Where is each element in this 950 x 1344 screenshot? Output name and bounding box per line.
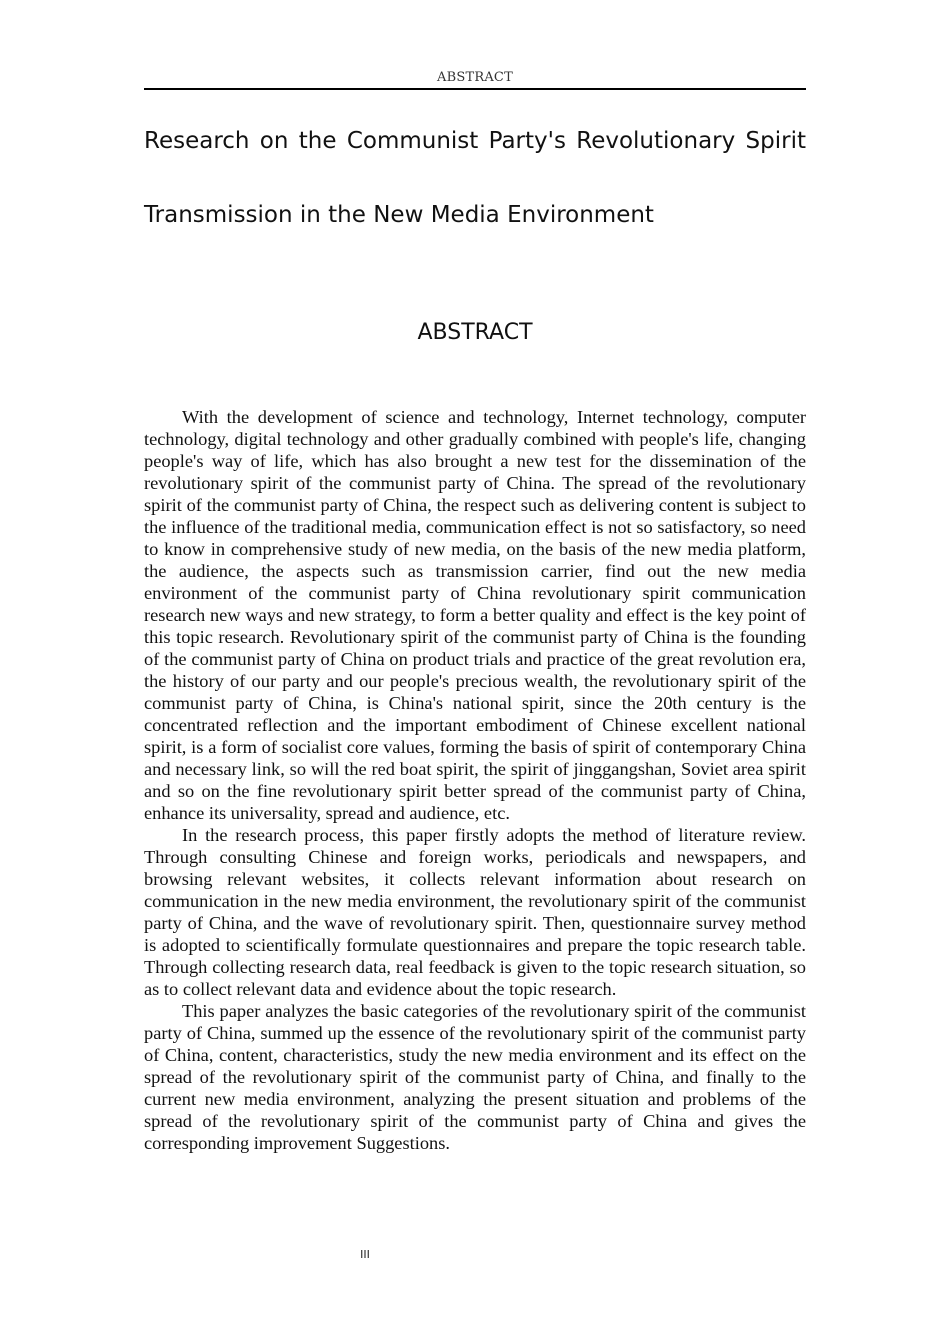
title-line-1: Research on the Communist Party's Revolutionary Spirit bbox=[144, 128, 806, 154]
title-line-2: Transmission in the New Media Environment bbox=[144, 202, 654, 228]
running-header: ABSTRACT bbox=[437, 70, 513, 85]
page-number: III bbox=[360, 1248, 370, 1261]
document-title bbox=[144, 120, 806, 236]
section-heading: ABSTRACT bbox=[417, 320, 533, 345]
abstract-body bbox=[144, 406, 806, 1154]
header-rule bbox=[144, 88, 806, 90]
paragraph: With the development of science and technology, Internet technology, computer technology, digital technology and other gradually combined with people's life, changing people's way of life, which has also brought a new test for the dissemination of the revolutionary spirit of the communist party of China. The spread of the revolutionary spirit of the communist party of China, the respect such as delivering content is subject to the influence of the traditional media, communication effect is not so satisfactory, so need to know in comprehensive study of new media, on the basis of the new media platform, the audience, the aspects such as transmission carrier, find out the new media environment of the communist party of China revolutionary spirit communication research new ways and new strategy, to form a better quality and effect is the key point of this topic research. Revolutionary spirit of the communist party of China is the founding of the communist party of China on product trials and practice of the great revolution era, the history of our party and our people's precious wealth, the revolutionary spirit of the communist party of China, is China's national spirit, since the 20th century is the concentrated reflection and the important embodiment of Chinese excellent national spirit, is a form of socialist core values, forming the basis of spirit of contemporary China and necessary link, so will the red boat spirit, the spirit of jinggangshan, Soviet area spirit and so on the fine revolutionary spirit better spread of the communist party of China, enhance its universality, spread and audience, etc. bbox=[144, 407, 806, 823]
paragraph: In the research process, this paper firstly adopts the method of literature review. Through consulting Chinese and foreign works, periodicals and newspapers, and browsing relevant websites, it collects relevant information about research on communication in the new media environment, the revolutionary spirit of the communist party of China, and the wave of revolutionary spirit. Then, questionnaire survey method is adopted to scientifically formulate questionnaires and prepare the topic research table. Through collecting research data, real feedback is given to the topic research situation, so as to collect relevant data and evidence about the topic research. bbox=[144, 825, 806, 999]
paragraph: This paper analyzes the basic categories of the revolutionary spirit of the communist party of China, summed up the essence of the revolutionary spirit of the communist party of China, content, characteristics, study the new media environment and its effect on the spread of the revolutionary spirit of the communist party of China, and finally to the current new media environment, analyzing the present situation and problems of the spread of the revolutionary spirit of the communist party of China and gives the corresponding improvement Suggestions. bbox=[144, 1001, 806, 1153]
